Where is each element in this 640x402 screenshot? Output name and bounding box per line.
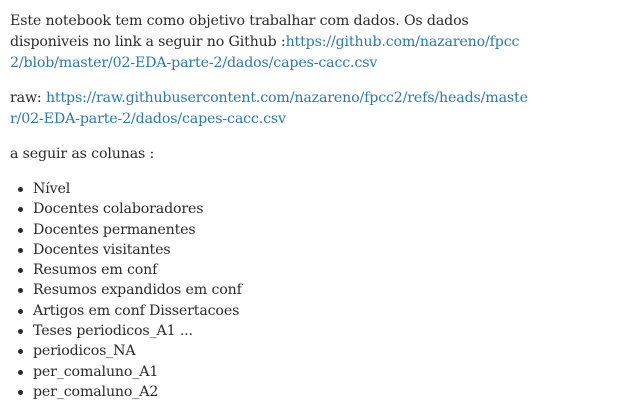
columns-list [10,179,530,402]
list-item: Resumos expandidos em conf [33,280,530,300]
columns-intro: a seguir as colunas : [10,146,155,162]
list-item: per_comaluno_A2 [33,382,530,402]
list-item: Nível [33,179,530,199]
raw-label: raw: [10,90,46,106]
list-item: Docentes permanentes [33,220,530,240]
list-item: Artigos em conf Dissertacoes [33,301,530,321]
list-item: Docentes visitantes [33,240,530,260]
intro-paragraph [10,11,530,74]
intro-text: Este notebook tem como objetivo trabalhar com dados. Os dados disponiveis no link a seguir no Github : [10,13,469,50]
list-item: per_comaluno_A1 [33,362,530,382]
list-item: Teses periodicos_A1 ... [33,321,530,341]
github-link[interactable]: https://github.com/nazareno/fpcc2/blob/master/02-EDA-parte-2/dados/capes-cacc.csv [10,34,520,71]
list-item: Docentes colaboradores [33,199,530,219]
raw-link[interactable]: https://raw.githubusercontent.com/nazareno/fpcc2/refs/heads/master/02-EDA-parte-2/dados/capes-cacc.csv [10,90,528,127]
list-item: Resumos em conf [33,260,530,280]
raw-paragraph [10,88,530,130]
list-item: periodicos_NA [33,341,530,361]
